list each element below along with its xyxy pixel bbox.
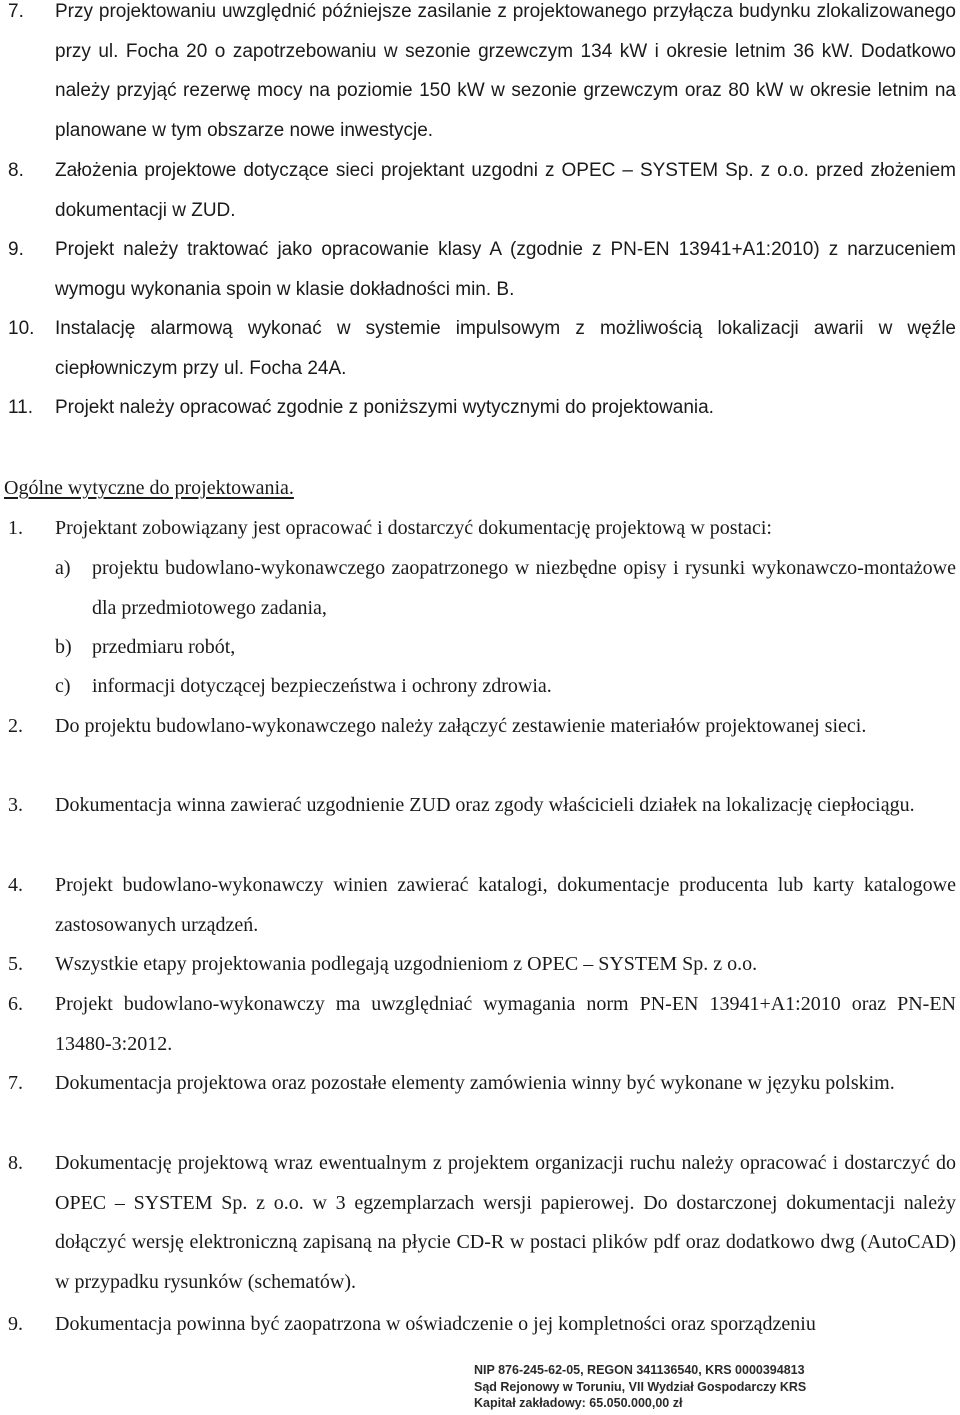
footer-line-capital: Kapitał zakładowy: 65.050.000,00 zł (474, 1396, 683, 1410)
guideline-item (8, 1305, 956, 1345)
item-text: Instalację alarmową wykonać w systemie impulsowym z możliwością lokalizacji awarii w węźle ciepłowniczym przy ul. Focha 24A. (55, 318, 956, 379)
sub-item-text: informacji dotyczącej bezpieczeństwa i ochrony zdrowia. (92, 675, 552, 697)
guideline-item (8, 786, 956, 826)
sub-item (55, 667, 956, 707)
item-number: 8. (8, 160, 24, 181)
item-number: 7. (8, 1, 24, 22)
list-item (8, 309, 956, 388)
item-number: 3. (8, 794, 23, 816)
item-text: Dokumentacja powinna być zaopatrzona w oświadczenie o jej kompletności oraz sporządzeniu (55, 1313, 816, 1335)
item-text: Dokumentacja projektowa oraz pozostałe elementy zamówienia winny być wykonane w języku polskim. (55, 1072, 895, 1094)
sub-item-letter: a) (55, 557, 71, 579)
item-number: 4. (8, 874, 23, 896)
guideline-item (8, 1064, 956, 1104)
footer-line-court: Sąd Rejonowy w Toruniu, VII Wydział Gospodarczy KRS (474, 1379, 807, 1394)
item-text: Projekt budowlano-wykonawczy winien zawierać katalogi, dokumentacje producenta lub karty katalogowe zastosowanych urządzeń. (55, 874, 956, 936)
list-item (8, 388, 956, 428)
list-item (8, 151, 956, 230)
item-number: 5. (8, 953, 23, 975)
sub-item (55, 628, 956, 668)
list-item (8, 0, 956, 150)
list-item (8, 230, 956, 309)
item-text: Projekt budowlano-wykonawczy ma uwzględniać wymagania norm PN-EN 13941+A1:2010 oraz PN-EN 13480-3:2012. (55, 993, 956, 1055)
item-number: 6. (8, 993, 23, 1015)
sub-item (55, 549, 956, 628)
sub-item-text: projektu budowlano-wykonawczego zaopatrzonego w niezbędne opisy i rysunki wykonawczo-montażowe dla przedmiotowego zadania, (92, 557, 956, 619)
item-text: Dokumentacja winna zawierać uzgodnienie ZUD oraz zgody właścicieli działek na lokalizację ciepłociągu. (55, 794, 915, 816)
item-number: 8. (8, 1152, 23, 1174)
guideline-item (8, 945, 956, 985)
item-text: Do projektu budowlano-wykonawczego należy załączyć zestawienie materiałów projektowanej sieci. (55, 715, 867, 737)
guideline-item (8, 509, 956, 549)
item-text: Założenia projektowe dotyczące sieci projektant uzgodni z OPEC – SYSTEM Sp. z o.o. przed złożeniem dokumentacji w ZUD. (55, 160, 956, 221)
guideline-item (8, 985, 956, 1064)
footer-line-tax-ids: NIP 876-245-62-05, REGON 341136540, KRS 0000394813 (474, 1363, 805, 1377)
item-text: Projekt należy opracować zgodnie z poniższymi wytycznymi do projektowania. (55, 397, 714, 418)
item-text: Wszystkie etapy projektowania podlegają uzgodnieniom z OPEC – SYSTEM Sp. z o.o. (55, 953, 758, 975)
sub-item-letter: c) (55, 675, 71, 697)
guideline-item (8, 1144, 956, 1302)
item-number: 9. (8, 239, 24, 260)
item-number: 2. (8, 715, 23, 737)
sub-item-text: przedmiaru robót, (92, 636, 236, 658)
section-heading: Ogólne wytyczne do projektowania. (4, 477, 294, 499)
item-number: 7. (8, 1072, 23, 1094)
guideline-item (8, 707, 956, 747)
sub-item-letter: b) (55, 636, 72, 658)
company-footer (474, 1362, 806, 1412)
item-number: 11. (8, 397, 34, 418)
item-number: 1. (8, 517, 23, 539)
item-text: Przy projektowaniu uwzględnić późniejsze zasilanie z projektowanego przyłącza budynku zlokalizowanego przy ul. Focha 20 o zapotrzebowaniu w sezonie grzewczym 134 kW i okresie letnim 36 kW. Dodatkowo należy przyjąć rezerwę mocy na poziomie 150 kW w sezonie grzewczym oraz 80 kW w okresie letnim na planowane w tym obszarze nowe inwestycje. (55, 1, 956, 141)
item-number: 10. (8, 318, 35, 339)
item-text: Dokumentację projektową wraz ewentualnym z projektem organizacji ruchu należy opracować i dostarczyć do OPEC – SYSTEM Sp. z o.o. w 3 egzemplarzach wersji papierowej. Do dostarczonej dokumentacji należy dołączyć wersję elektroniczną zapisaną na płycie CD-R w postaci plików pdf oraz dodatkowo dwg (AutoCAD) w przypadku rysunków (schematów). (55, 1152, 956, 1293)
item-text: Projektant zobowiązany jest opracować i dostarczyć dokumentację projektową w postaci: (55, 517, 772, 539)
item-text: Projekt należy traktować jako opracowanie klasy A (zgodnie z PN-EN 13941+A1:2010) z narzuceniem wymogu wykonania spoin w klasie dokładności min. B. (55, 239, 956, 300)
guideline-item (8, 866, 956, 945)
item-number: 9. (8, 1313, 23, 1335)
